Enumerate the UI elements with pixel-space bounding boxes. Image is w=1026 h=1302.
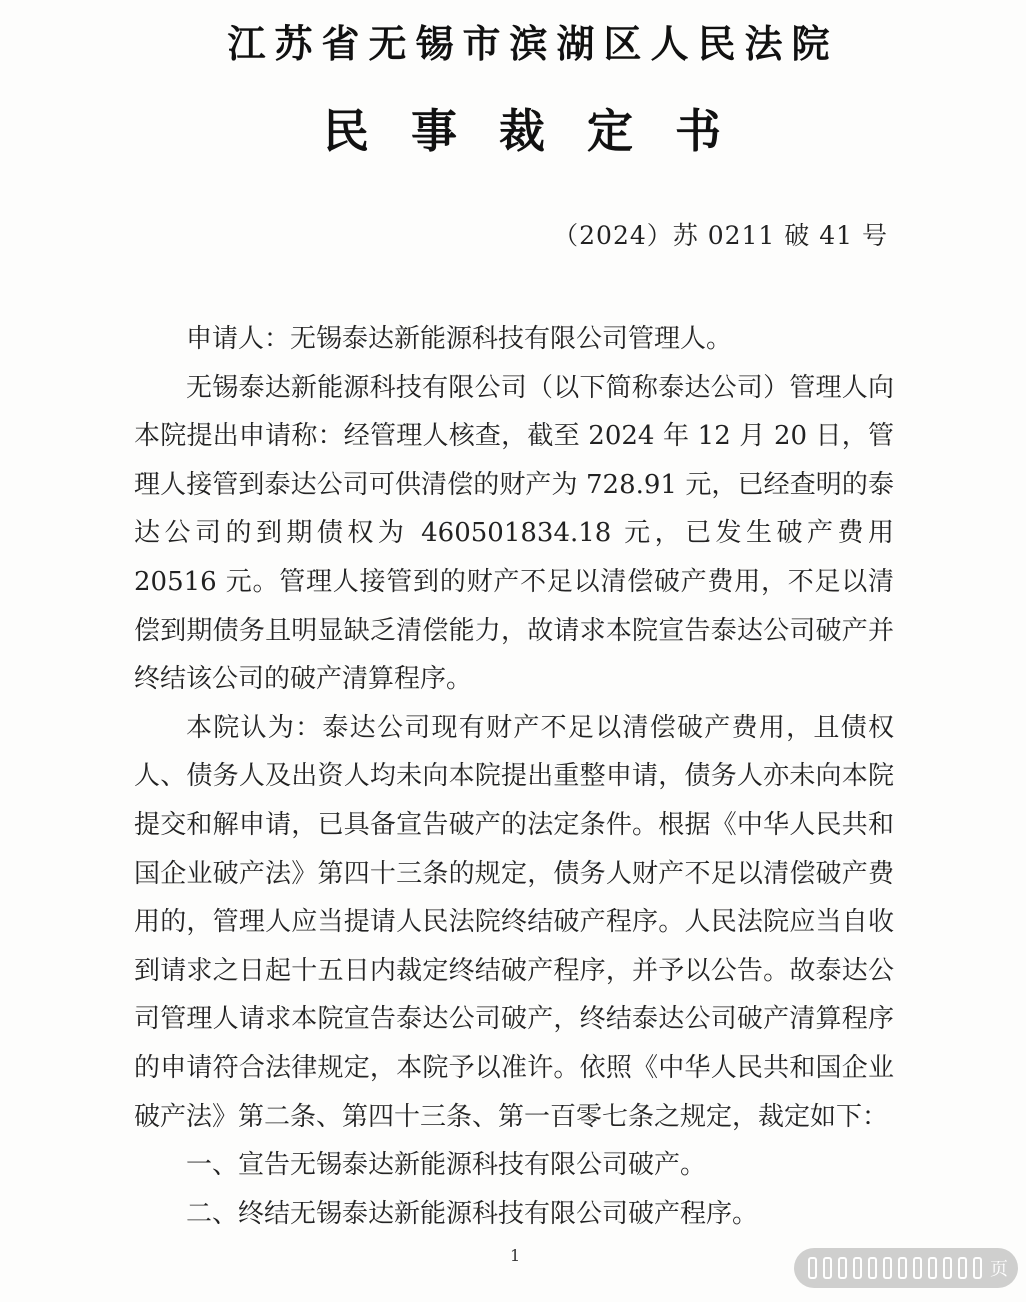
case-number: （2024）苏 0211 破 41 号 bbox=[553, 221, 888, 250]
ruling-item-2: 二、终结无锡泰达新能源科技有限公司破产程序。 bbox=[186, 1198, 759, 1229]
image-watermark bbox=[794, 1248, 1018, 1288]
watermark-bar-icon bbox=[928, 1257, 937, 1279]
ruling-item-1: 一、宣告无锡泰达新能源科技有限公司破产。 bbox=[186, 1150, 707, 1181]
watermark-bar-icon bbox=[823, 1257, 832, 1279]
applicant-line: 申请人：无锡泰达新能源科技有限公司管理人。 bbox=[186, 324, 733, 354]
court-name: 江苏省无锡市滨湖区人民法院 bbox=[227, 22, 839, 66]
page-number: 1 bbox=[510, 1246, 521, 1265]
watermark-bar-icon bbox=[898, 1257, 907, 1279]
watermark-text: 页 bbox=[990, 1259, 1008, 1280]
watermark-bar-icon bbox=[853, 1257, 862, 1279]
document-body bbox=[134, 315, 894, 1238]
watermark-bar-icon bbox=[868, 1257, 877, 1279]
watermark-bar-icon bbox=[973, 1257, 982, 1279]
document-title: 民事裁定书 bbox=[323, 104, 763, 158]
watermark-bar-icon bbox=[943, 1257, 952, 1279]
watermark-bar-icon bbox=[838, 1257, 847, 1279]
application-paragraph: 无锡泰达新能源科技有限公司（以下简称泰达公司）管理人向本院提出申请称：经管理人核查，截至 2024 年 12 月 20 日，管理人接管到泰达公司可供清偿的财产为 728.91 元，已经查明的泰达公司的到期债权为 460501834.18 元，已发生破产费用 20516 元。管理人接管到的财产不足以清偿破产费用，不足以清偿到期债务且明显缺乏清偿能力，故请求本院宣告泰达公司破产并终结该公司的破产清算程序。 bbox=[134, 372, 894, 695]
watermark-bar-icon bbox=[958, 1257, 967, 1279]
court-opinion-paragraph: 本院认为：泰达公司现有财产不足以清偿破产费用，且债权人、债务人及出资人均未向本院提出重整申请，债务人亦未向本院提交和解申请，已具备宣告破产的法定条件。根据《中华人民共和国企业破产法》第四十三条的规定，债务人财产不足以清偿破产费用的，管理人应当提请人民法院终结破产程序。人民法院应当自收到请求之日起十五日内裁定终结破产程序，并予以公告。故泰达公司管理人请求本院宣告泰达公司破产，终结泰达公司破产清算程序的申请符合法律规定，本院予以准许。依照《中华人民共和国企业破产法》第二条、第四十三条、第一百零七条之规定，裁定如下： bbox=[134, 712, 894, 1132]
watermark-bar-icon bbox=[808, 1257, 817, 1279]
watermark-bar-icon bbox=[913, 1257, 922, 1279]
watermark-bar-icon bbox=[883, 1257, 892, 1279]
